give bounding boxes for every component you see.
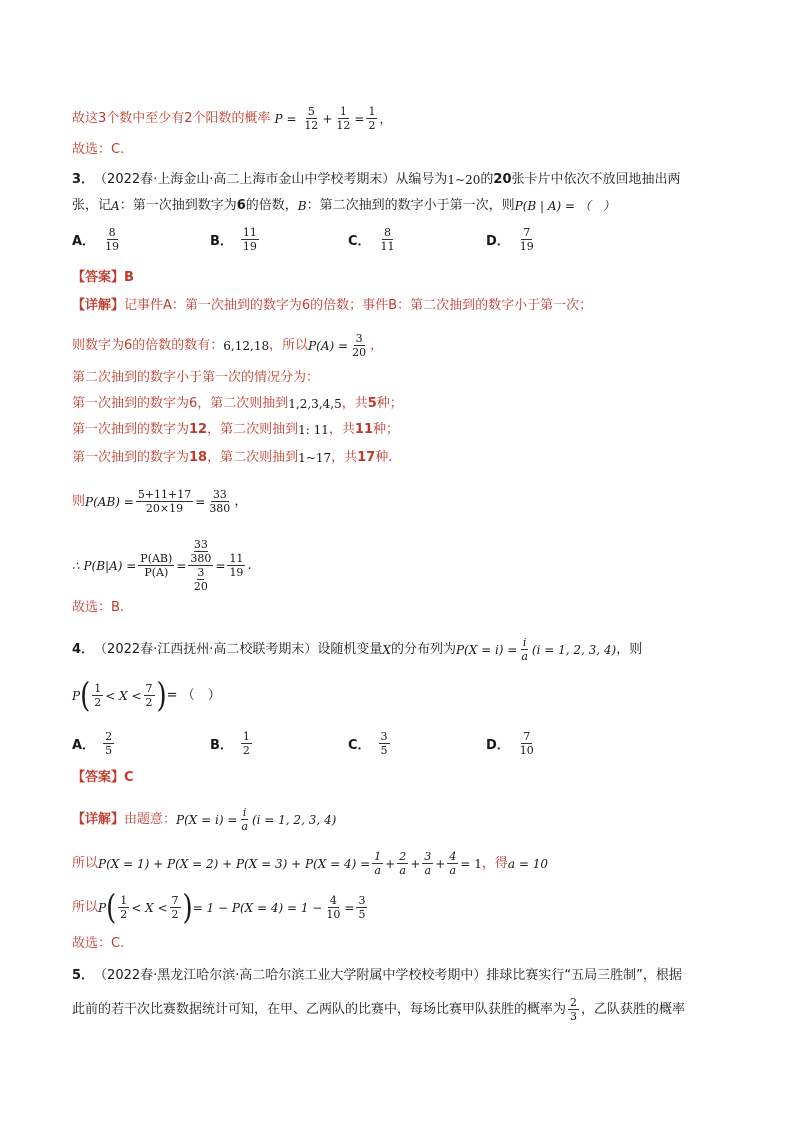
option-label: A． (72, 234, 96, 249)
frac-den: a (241, 820, 248, 833)
equals: = (195, 494, 206, 509)
frac-num: 3 (197, 566, 205, 579)
frac-num: 7 (145, 682, 153, 695)
frac-den: 20×19 (145, 502, 184, 515)
answer-value: B (124, 270, 134, 285)
detail-text: ，得 (481, 855, 508, 871)
option-num: 8 (108, 226, 116, 239)
detail-text: 第一次抽到的数字为6，第二次则抽到 (72, 396, 289, 411)
q4-choose: 故选：C. (72, 936, 125, 951)
detail-number: 18 (189, 450, 208, 465)
frac-num: 7 (171, 894, 179, 907)
detail-number: 12 (189, 422, 208, 437)
q4-math: P (72, 688, 81, 703)
q4-option-c[interactable] (348, 730, 392, 757)
top-frac-1: $\frac{5}{12}$ (304, 105, 319, 132)
top-frac-3: $\frac{1}{2}$ (368, 105, 376, 132)
q3-detail-3: 第二次抽到的数字小于第一次的情况分为： (72, 370, 320, 385)
detail-math: 1: 11 (298, 423, 329, 437)
detail-math: P(X = 1) + P(X = 2) + P(X = 3) + P(X = 4) = (98, 856, 371, 871)
q3-detail-2: 则数字为6的倍数的数有： 6,12,18 ，所以 P(A) = $\frac{3}{20}$ ， (72, 332, 384, 359)
frac-den: 20 (193, 580, 208, 593)
option-label: C． (348, 234, 371, 249)
frac-num: i (522, 636, 527, 649)
detail-math: a = 10 (507, 856, 548, 871)
q3-math: 1~20 (447, 173, 481, 187)
detail-text: 种； (373, 422, 400, 437)
detail-text: ，共 (341, 396, 368, 411)
q5-number: 5． (72, 968, 95, 983)
detail-text: ，共 (331, 450, 358, 465)
answer-tag: 【答案】 (72, 270, 125, 285)
option-den: 5 (105, 744, 113, 757)
q4-option-b[interactable] (210, 730, 254, 757)
q3-source: （2022春·上海金山·高二上海市金山中学校考期末） (94, 172, 396, 187)
detail-text: 则 (72, 493, 86, 509)
detail-math: ∴ P(B|A) = (72, 558, 137, 573)
detail-text: 记事件A：第一次抽到的数字为6的倍数；事件B：第二次抽到的数字小于第一次； (124, 298, 593, 313)
frac-num: 33 (193, 538, 208, 551)
frac-num: 2 (399, 850, 407, 863)
frac-den: 19 (229, 566, 244, 579)
q4-math: < X < (105, 688, 142, 703)
detail-math: = 1 (460, 856, 482, 871)
frac-num: 3 (355, 332, 363, 345)
q4-text: ，则 (616, 641, 643, 657)
q3-text: 的 (480, 172, 494, 187)
option-den: 5 (380, 744, 388, 757)
detail-text: 第一次抽到的数字为 (72, 450, 190, 465)
q3-text: 张，记 (72, 198, 112, 213)
frac-num: i (242, 806, 247, 819)
q4-stem-line1 (72, 636, 642, 663)
detail-text: 所以 (72, 899, 99, 915)
q4-math: P(X = i) = (455, 642, 518, 657)
q4-detail-2 (72, 850, 548, 877)
top-answer-line: 故选：C. (72, 142, 125, 157)
q3-detail-7 (72, 488, 247, 515)
detail-text: ，所以 (269, 337, 309, 353)
option-num: 3 (380, 730, 388, 743)
q5-text: ，乙队获胜的概率 (581, 1001, 686, 1017)
q4-option-a[interactable] (72, 730, 116, 757)
detail-text: 由题意： (124, 811, 177, 827)
q3-detail-8 (72, 538, 252, 593)
option-num: 7 (523, 730, 531, 743)
q3-detail-5 (72, 420, 399, 440)
detail-count: 5 (367, 396, 377, 411)
q3-detail-4 (72, 394, 403, 414)
option-label: D． (486, 234, 510, 249)
q4-number: 4． (72, 641, 95, 657)
option-den: 11 (380, 240, 395, 253)
frac-num: 1 (120, 894, 128, 907)
detail-text: ，共 (328, 422, 355, 437)
q3-number: 3． (72, 172, 95, 187)
detail-math: 6,12,18 (223, 338, 270, 353)
q3-detail-6 (72, 448, 392, 468)
frac-num: 5+11+17 (137, 488, 192, 501)
q3-text: ：第一次抽到数字为 (119, 198, 237, 213)
detail-text: 所以 (72, 855, 99, 871)
frac-den: 3 (570, 1010, 578, 1023)
q3-math: P(B | A) = （ ） (514, 199, 615, 213)
frac-num: P(AB) (140, 552, 173, 565)
frac-den: 2 (171, 908, 179, 921)
detail-tag: 【详解】 (72, 811, 125, 827)
detail-text: 第一次抽到的数字为 (72, 422, 190, 437)
frac-den: P(A) (144, 566, 169, 579)
q4-math: X (382, 642, 391, 657)
option-den: 2 (242, 744, 250, 757)
frac-num: 1 (374, 850, 382, 863)
detail-count: 17 (357, 450, 376, 465)
q3-choose: 故选：B. (72, 600, 125, 615)
detail-math: (i = 1, 2, 3, 4) (251, 812, 337, 827)
option-num: 8 (384, 226, 392, 239)
q4-answer (72, 768, 134, 788)
detail-math: P(X = i) = (176, 812, 238, 827)
detail-math: = 1 − P(X = 4) = 1 − (192, 900, 323, 915)
frac-num: 4 (329, 894, 337, 907)
q4-option-d[interactable] (486, 730, 538, 757)
top-frac-2: $\frac{1}{12}$ (336, 105, 351, 132)
option-num: 1 (242, 730, 250, 743)
equals: = (344, 900, 355, 915)
top-conclusion-text: 故这3个数中至少有2个阳数的概率 (72, 110, 271, 126)
frac-den: 2 (94, 696, 102, 709)
detail-math: P(A) = (308, 338, 349, 353)
frac-den: 20 (352, 346, 367, 359)
frac-den: 380 (209, 502, 231, 515)
detail-text: ，第二次则抽到 (207, 450, 299, 465)
q4-text: = （ ） (166, 687, 221, 703)
q3-text: ：第二次抽到的数字小于第一次，则 (306, 198, 515, 213)
q4-source: （2022春·江西抚州·高二校联考期末） (94, 641, 318, 657)
q4-detail-3: 所以 P ( $\frac{1}{2}$ < X < $\frac{7}{2}$ ) = 1 − P(X = 4) = 1 − $\frac{4}{10}$ = $\frac{3}{5}$ (72, 888, 366, 927)
frac-den: 380 (190, 552, 212, 565)
q3-answer (72, 268, 134, 288)
q3-detail-1 (72, 296, 592, 316)
option-num: 7 (523, 226, 531, 239)
top-conclusion-p: P (274, 111, 283, 126)
frac-num: 1 (94, 682, 102, 695)
option-label: B． (210, 738, 233, 753)
q3-option-a[interactable] (72, 226, 123, 253)
frac-num: 3 (424, 850, 432, 863)
q5-text: 此前的若干次比赛数据统计可知，在甲、乙两队的比赛中，每场比赛甲队获胜的概率为 (72, 1001, 567, 1017)
q3-option-d[interactable] (486, 226, 538, 253)
detail-math: 1,2,3,4,5 (288, 397, 342, 411)
frac-den: 2 (120, 908, 128, 921)
frac-den: 5 (358, 908, 366, 921)
q4-stem-line2: P ( $\frac{1}{2}$ < X < $\frac{7}{2}$ ) = （ ） (72, 676, 221, 715)
detail-text: ， (234, 493, 248, 509)
frac-den: a (374, 864, 381, 877)
q3-number-6: 6 (236, 198, 246, 213)
q3-option-b[interactable] (210, 226, 261, 253)
q3-number-20: 20 (493, 172, 512, 187)
q5-text: 排球比赛实行“五局三胜制”，根据 (486, 968, 682, 983)
q5-source: （2022春·黑龙江哈尔滨·高二哈尔滨工业大学附属中学校校考期中） (94, 968, 487, 983)
frac-num: 2 (570, 996, 578, 1009)
q4-text: 设随机变量 (317, 641, 383, 657)
detail-math: P (98, 900, 107, 915)
q3-text: 从编号为 (395, 172, 448, 187)
q3-text: 的倍数， (245, 198, 298, 213)
frac-den: a (399, 864, 406, 877)
q3-stem-line1 (72, 170, 681, 190)
plus: + (410, 856, 421, 871)
frac-num: 11 (229, 552, 244, 565)
equals: = (176, 558, 187, 573)
option-den: 19 (519, 240, 534, 253)
top-conclusion-line: 故这3个数中至少有2个阳数的概率 P = $\frac{5}{12}$ + $\frac{1}{12}$ = $\frac{1}{2}$ ， (72, 105, 392, 132)
option-label: C． (348, 738, 371, 753)
detail-text: 种. (375, 450, 393, 465)
q4-math: (i = 1, 2, 3, 4) (531, 642, 617, 657)
q3-stem-line2: 张，记 A ：第一次抽到数字为 6 的倍数， B ：第二次抽到的数字小于第一次，则 P(B | A) = （ ） (72, 196, 615, 216)
frac-num: 33 (212, 488, 227, 501)
option-label: A． (72, 738, 96, 753)
detail-count: 11 (354, 422, 373, 437)
frac-num: 3 (358, 894, 366, 907)
detail-text: . (247, 557, 252, 573)
q4-text: 的分布列为 (390, 641, 456, 657)
frac-den: 10 (326, 908, 341, 921)
detail-math: 1~17 (298, 451, 332, 465)
equals: = (215, 558, 226, 573)
complex-fraction (188, 538, 213, 593)
option-den: 10 (519, 744, 534, 757)
frac-den: a (449, 864, 457, 877)
q5-stem-line1 (72, 966, 682, 986)
plus: + (385, 856, 396, 871)
detail-text: ，第二次则抽到 (207, 422, 299, 437)
frac-num: 4 (449, 850, 457, 863)
option-num: 11 (242, 226, 257, 239)
option-den: 19 (242, 240, 257, 253)
answer-tag: 【答案】 (72, 770, 125, 785)
option-num: 2 (105, 730, 113, 743)
option-label: B． (210, 234, 233, 249)
answer-value: C (124, 770, 134, 785)
detail-math: < X < (131, 900, 168, 915)
q3-text: 张卡片中依次不放回地抽出两 (511, 172, 681, 187)
frac-den: a (521, 650, 528, 663)
option-label: D． (486, 738, 510, 753)
detail-tag: 【详解】 (72, 298, 125, 313)
detail-text: 种； (376, 396, 403, 411)
plus: + (435, 856, 446, 871)
q3-option-c[interactable] (348, 226, 399, 253)
q4-detail-1 (72, 806, 336, 833)
frac-den: 2 (145, 696, 153, 709)
q5-stem-line2 (72, 996, 685, 1023)
option-den: 19 (105, 240, 120, 253)
detail-math: P(AB) = (85, 494, 134, 509)
detail-text: 则数字为6的倍数的数有： (72, 337, 224, 353)
frac-den: a (424, 864, 432, 877)
